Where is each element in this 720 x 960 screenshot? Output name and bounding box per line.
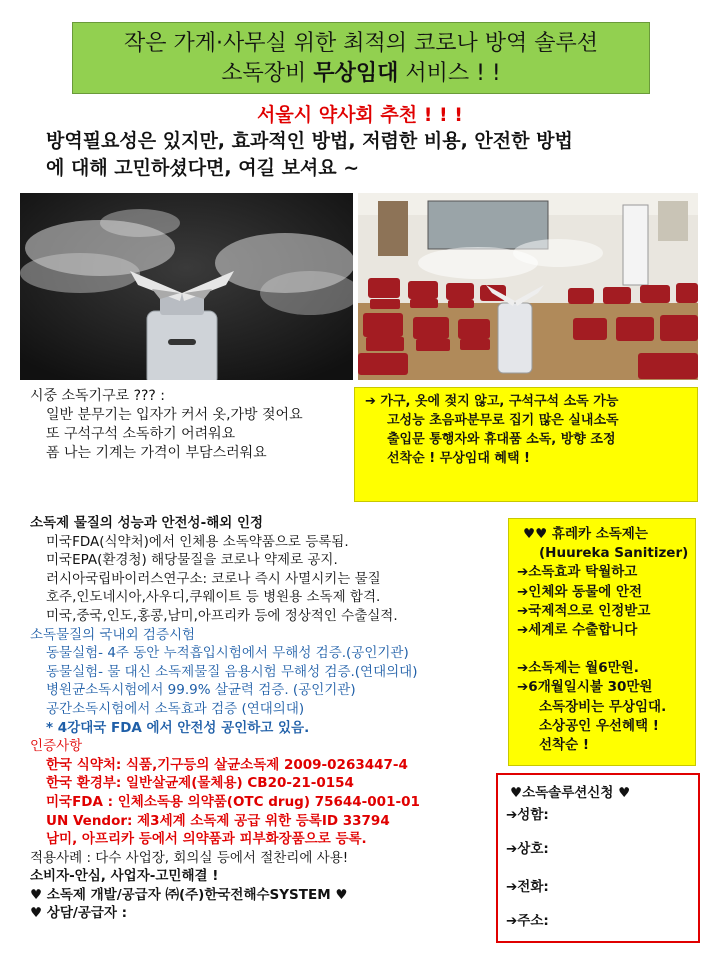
intro-line1: 방역필요성은 있지만, 효과적인 방법, 저렴한 비용, 안전한 방법 bbox=[46, 130, 573, 152]
certs-line: 한국 식약처: 식품,기구등의 살균소독제 2009-0263447-4 bbox=[46, 756, 408, 773]
market-title: 시중 소독기구로 ??? : bbox=[30, 388, 166, 404]
product-point: ➔인체와 동물에 안전 bbox=[517, 583, 643, 600]
benefits-line: 선착순 ! 무상임대 혜택 ! bbox=[387, 451, 530, 466]
market-line: 폼 나는 기계는 가격이 부담스러워요 bbox=[46, 445, 267, 461]
intro-line2: 에 대해 고민하셨다면, 여길 보셔요 ~ bbox=[46, 157, 360, 179]
tests-line: * 4강대국 FDA 에서 안전성 공인하고 있음. bbox=[46, 719, 310, 736]
headline-banner bbox=[72, 22, 650, 94]
product-point: ➔국제적으로 인정받고 bbox=[517, 602, 651, 619]
performance-title: 소독제 물질의 성능과 안전성-해외 인정 bbox=[30, 515, 264, 531]
phone-field[interactable]: ➔전화: bbox=[506, 879, 549, 895]
product-box bbox=[508, 518, 696, 766]
certs-line: 미국FDA : 인체소독용 의약품(OTC drug) 75644-001-01 bbox=[46, 793, 420, 810]
benefits-line: 출입문 통행자와 휴대품 소독, 방향 조정 bbox=[387, 432, 616, 447]
market-problems bbox=[30, 387, 303, 463]
market-line: 또 구석구석 소독하기 어려워요 bbox=[46, 426, 236, 442]
benefits-box bbox=[354, 387, 698, 502]
tests-title: 소독물질의 국내외 검증시험 bbox=[30, 626, 196, 643]
contact-text: ♥ 상담/공급자 : bbox=[30, 905, 128, 922]
performance-line: 호주,인도네시아,사우디,쿠웨이트 등 병원용 소독제 합격. bbox=[46, 589, 381, 606]
certs-line: 한국 환경부: 일반살균제(물체용) CB20-21-0154 bbox=[46, 775, 354, 792]
address-field[interactable]: ➔주소: bbox=[506, 913, 549, 929]
benefits-line: 고성능 초음파분무로 집기 많은 실내소독 bbox=[387, 413, 619, 428]
performance-line: 미국,중국,인도,홍콩,남미,아프리카 등에 정상적인 수출실적. bbox=[46, 607, 398, 624]
price-line: 선착순 ! bbox=[539, 737, 589, 754]
tests-line: 동물실험- 4주 동안 누적흡입시험에서 무해성 검증.(공인기관) bbox=[46, 645, 409, 662]
developer-text: ♥ 소독제 개발/공급자 ㈜(주)한국전해수SYSTEM ♥ bbox=[30, 886, 348, 903]
tests-line: 공간소독시험에서 소독효과 검증 (연대의대) bbox=[46, 700, 305, 717]
price-line: 소상공인 우선혜택 ! bbox=[539, 717, 659, 734]
main-content bbox=[30, 514, 500, 923]
tests-line: 병원균소독시험에서 99.9% 살균력 검증. (공인기관) bbox=[46, 682, 356, 699]
headline-line2-pre: 소독장비 bbox=[221, 61, 314, 86]
recommendation-text: 서울시 약사회 추천 ! ! ! bbox=[257, 104, 463, 126]
classroom-photo bbox=[358, 193, 698, 380]
form-title: ♥소독솔루션신청 ♥ bbox=[510, 785, 631, 801]
sprayer-photo bbox=[20, 193, 353, 380]
certs-line: 남미, 아프리카 등에서 의약품과 피부화장품으로 등록. bbox=[46, 831, 367, 848]
tests-line: 동물실험- 물 대신 소독제물질 음용시험 무해성 검증.(연대의대) bbox=[46, 663, 418, 680]
slogan-text: 소비자-안심, 사업자-고민해결 ! bbox=[30, 868, 219, 885]
headline-line2-bold: 무상임대 bbox=[313, 61, 399, 86]
product-point: ➔소독효과 탁월하고 bbox=[517, 564, 638, 581]
product-title: ♥♥ 휴레카 소독제는 bbox=[523, 526, 648, 542]
headline-line2 bbox=[73, 59, 649, 89]
market-line: 일반 분무기는 입자가 커서 옷,가방 젖어요 bbox=[46, 407, 303, 423]
product-subtitle: (Huureka Sanitizer) bbox=[539, 545, 689, 562]
application-form bbox=[496, 773, 700, 943]
performance-line: 러시아국립바이러스연구소: 코로나 즉시 사멸시키는 물질 bbox=[46, 570, 381, 587]
certs-title: 인증사항 bbox=[30, 738, 83, 755]
certs-line: UN Vendor: 제3세계 소독제 공급 위한 등록ID 33794 bbox=[46, 812, 390, 829]
price-line2: ➔6개월일시불 30만원 bbox=[517, 679, 653, 696]
benefits-line1: ➔ 가구, 옷에 젖지 않고, 구석구석 소독 가능 bbox=[365, 394, 619, 409]
performance-line: 미국EPA(환경청) 해당물질을 코로나 약제로 공지. bbox=[46, 552, 338, 569]
price-line: 소독장비는 무상임대. bbox=[539, 698, 667, 715]
intro-text bbox=[46, 128, 696, 182]
headline-line2-post: 서비스 ! ! bbox=[398, 61, 501, 86]
usage-text: 적용사례 : 다수 사업장, 회의실 등에서 절찬리에 사용! bbox=[30, 849, 349, 866]
business-field[interactable]: ➔상호: bbox=[506, 841, 549, 857]
name-field[interactable]: ➔성함: bbox=[506, 807, 549, 823]
performance-line: 미국FDA(식약처)에서 인체용 소독약품으로 등록됨. bbox=[46, 533, 349, 550]
headline-line1: 작은 가게·사무실 위한 최적의 코로나 방역 솔루션 bbox=[124, 31, 598, 56]
product-point: ➔세계로 수출합니다 bbox=[517, 622, 638, 639]
price-line1: ➔소독제는 월6만원. bbox=[517, 660, 639, 677]
